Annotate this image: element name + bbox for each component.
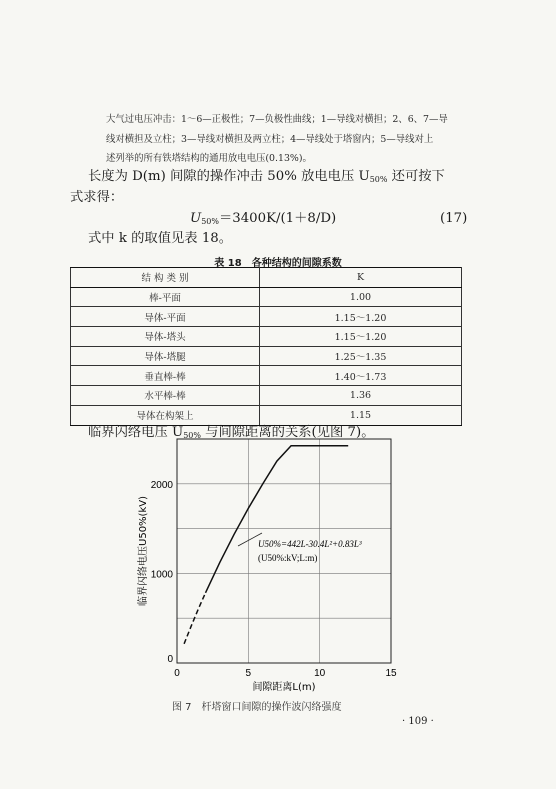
y-axis-label: 临界闪络电压U50%(kV)	[138, 496, 149, 606]
figure-caption: 图 7 杆塔窗口间隙的操作波闪络强度	[172, 702, 342, 713]
paragraph-1-line-2: 式求得：	[70, 190, 124, 205]
equation: $U_{50\%}=3400K/(1+8/D)$	[190, 211, 337, 226]
table-cell: 导体-平面	[71, 307, 260, 327]
table-header-structure: 结 构 类 别	[71, 268, 260, 288]
tick-labels	[151, 480, 397, 679]
series-line-solid	[206, 446, 349, 593]
equation-number: (17)	[440, 211, 468, 226]
x-axis-label: 间隙距离L(m)	[252, 682, 316, 693]
note-line-2: 线对横担及立柱；3—导线对横担及两立柱；4—导线处于塔窗内；5—导线对上	[106, 133, 434, 145]
table-header-k: K	[260, 268, 462, 288]
page-number: · 109 ·	[402, 716, 434, 727]
table-cell: 导体-塔腿	[71, 346, 260, 366]
table-cell: 1.25～1.35	[260, 346, 462, 366]
table-cell: 1.00	[260, 287, 462, 307]
table-cell: 导体-塔头	[71, 327, 260, 347]
table-cell: 水平棒-棒	[71, 386, 260, 406]
paragraph-1: 长度为 D(m) 间隙的操作冲击 50% 放电电压 $U_{50\%}$ 还可按下	[88, 169, 445, 184]
table-caption: 表 18 各种结构的间隙系数	[214, 258, 342, 269]
table-cell: 1.36	[260, 386, 462, 406]
y-tick-label: 2000	[150, 479, 173, 491]
paragraph-3: 临界闪络电压 $U_{50\%}$ 与间隙距离的关系(见图 7)。	[88, 425, 375, 440]
table-cell: 1.15	[260, 405, 462, 425]
annotation-units: (U50%:kV;L:m)	[258, 553, 318, 563]
y-tick-label: 0	[167, 654, 173, 665]
x-tick-label: 10	[314, 668, 326, 679]
table-cell: 导体在构架上	[71, 405, 260, 425]
paragraph-2: 式中 k 的取值见表 18。	[88, 231, 233, 246]
chart-grid	[177, 439, 391, 663]
table-cell: 1.15～1.20	[260, 327, 462, 347]
table-cell: 1.15～1.20	[260, 307, 462, 327]
plot-frame	[177, 439, 391, 663]
table-cell: 1.40～1.73	[260, 366, 462, 386]
table-cell: 棒-平面	[71, 287, 260, 307]
x-tick-label: 0	[174, 668, 180, 679]
x-tick-label: 15	[385, 668, 397, 679]
y-tick-label: 1000	[150, 569, 173, 581]
note-line-3: 述列举的所有铁塔结构的通用放电电压(0.13%)。	[106, 153, 312, 164]
table-cell: 垂直棒-棒	[71, 366, 260, 386]
x-tick-label: 5	[245, 668, 252, 679]
note-line-1: 大气过电压冲击：1～6—正极性；7—负极性曲线；1—导线对横担；2、6、7—导	[106, 114, 448, 125]
annotation-formula: U50%=442L-30.4L²+0.83L³	[258, 539, 362, 549]
